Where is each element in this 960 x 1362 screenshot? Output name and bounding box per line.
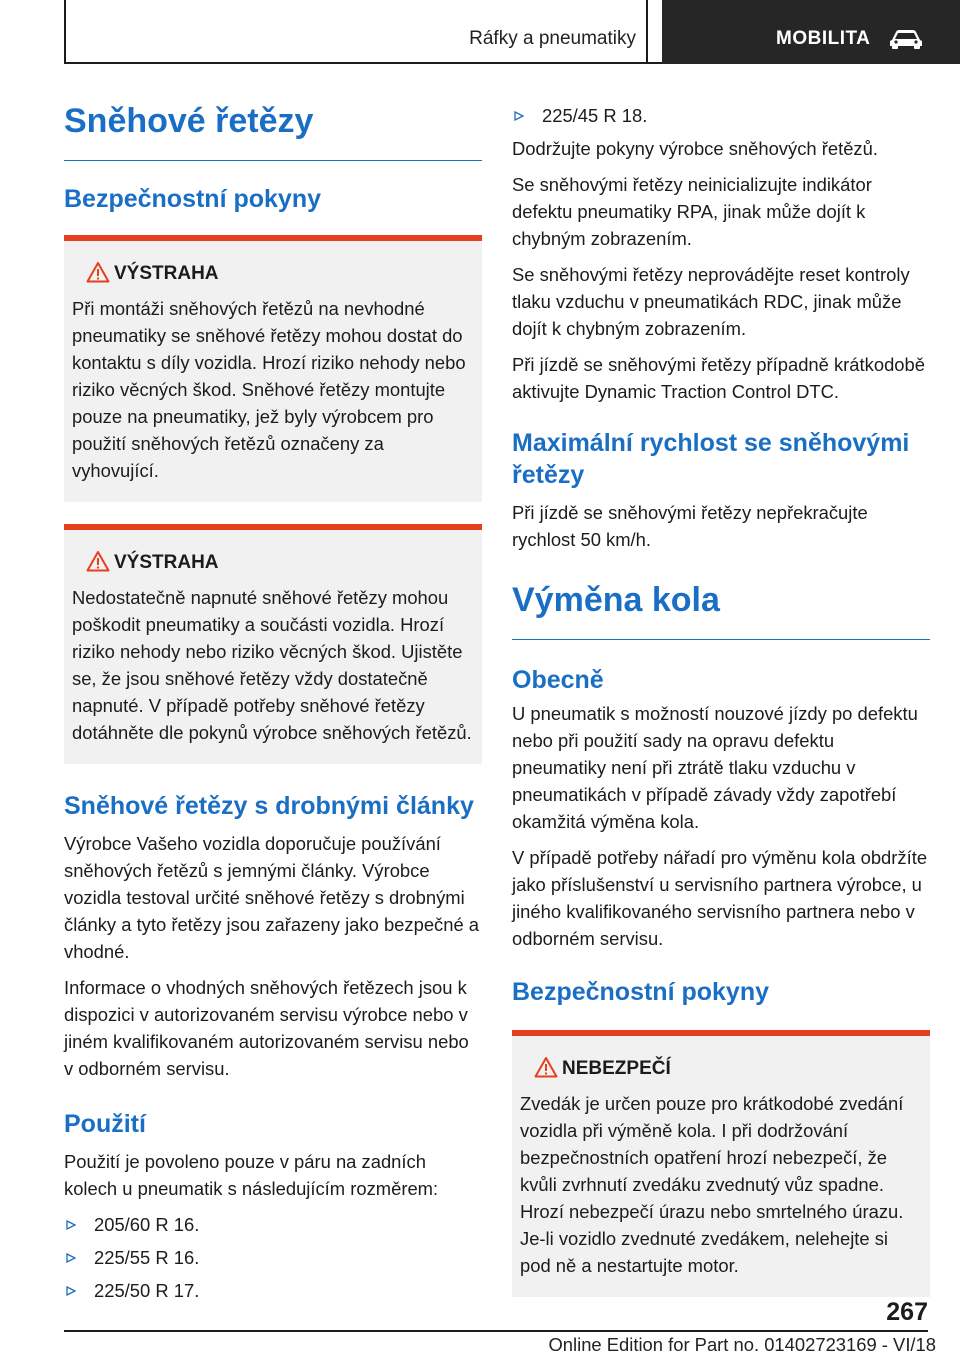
footer-rule xyxy=(64,1330,928,1332)
warning-triangle-icon xyxy=(534,1056,558,1078)
safety-notes-heading: Bezpečnostní pokyny xyxy=(64,185,321,213)
header-left-rule xyxy=(64,0,66,64)
header-section-title: Ráfky a pneumatiky xyxy=(469,28,636,49)
danger-box-jack xyxy=(512,1030,930,1297)
list-item xyxy=(64,1211,482,1238)
warning-title: VÝSTRAHA xyxy=(114,552,219,573)
max-speed-heading: Maximální rychlost se sněhovými řetězy xyxy=(512,429,910,489)
list-item xyxy=(512,102,930,129)
paragraph: Výrobce Vašeho vozidla doporučuje používání sněhových řetězů s jemnými články. Výrobce vozidla testoval určité sněhové řetězy s drobnými články a tyto řetězy jsou zařazeny jako bezpečné a vhodné. xyxy=(64,833,480,962)
warning-box-tension xyxy=(64,524,482,764)
warning-header xyxy=(72,261,474,289)
paragraph: Použití je povoleno pouze v páru na zadních kolech u pneumatik s následujícím rozměrem: xyxy=(64,1151,439,1199)
warning-triangle-icon xyxy=(86,261,110,283)
tire-size-list-continued xyxy=(512,102,930,129)
warning-triangle-icon xyxy=(86,550,110,572)
list-item-text: 225/45 R 18. xyxy=(542,105,648,126)
snow-chains-title: Sněhové řetězy xyxy=(64,100,482,161)
warning-text: Nedostatečně napnuté sněhové řetězy mohou poškodit pneumatiky a součásti vozidla. Hrozí riziko nehody nebo riziko věcných škod. Ujistěte se, že jsou sněhové řetězy vždy dostatečně napnuté. V případě potřeby sněhové řetězy dotáhněte dle pokynů výrobce sněhových řetězů. xyxy=(72,587,472,743)
warning-title: VÝSTRAHA xyxy=(114,263,219,284)
left-column xyxy=(64,100,482,1308)
header-divider xyxy=(646,0,648,64)
triangle-bullet-icon xyxy=(66,1220,76,1230)
paragraph: V případě potřeby nářadí pro výměnu kola obdržíte jako příslušenství u servisního partnera výrobce, u jiného kvalifikovaného servisního partnera nebo v odborném servisu. xyxy=(512,847,928,949)
car-icon xyxy=(888,26,924,50)
usage-heading: Použití xyxy=(64,1110,146,1138)
paragraph: Při jízdě se sněhovými řetězy případně krátkodobě aktivujte Dynamic Traction Control DTC. xyxy=(512,354,925,402)
paragraph: Se sněhovými řetězy neprovádějte reset kontroly tlaku vzduchu v pneumatikách RDC, jinak může dojít k chybným zobrazením. xyxy=(512,264,910,339)
footer-edition: Online Edition for Part no. 01402723169 - VI/18 xyxy=(548,1334,936,1355)
safety-notes-heading: Bezpečnostní pokyny xyxy=(512,978,769,1006)
list-item xyxy=(64,1277,482,1304)
general-heading: Obecně xyxy=(512,666,604,694)
paragraph: U pneumatik s možností nouzové jízdy po defektu nebo při použití sady na opravu defektu pneumatiky není při ztrátě tlaku vzduchu v pneumatikách v případě závady vždy zapotřebí okamžitá výměna kola. xyxy=(512,703,918,832)
triangle-bullet-icon xyxy=(66,1253,76,1263)
right-column xyxy=(512,102,930,1319)
fine-link-chains-heading: Sněhové řetězy s drobnými články xyxy=(64,792,474,820)
list-item-text: 205/60 R 16. xyxy=(94,1214,200,1235)
triangle-bullet-icon xyxy=(66,1286,76,1296)
wheel-change-title: Výměna kola xyxy=(512,579,930,640)
header-bottom-rule xyxy=(64,62,662,64)
warning-header xyxy=(72,550,474,578)
triangle-bullet-icon xyxy=(514,111,524,121)
list-item xyxy=(64,1244,482,1271)
paragraph: Při jízdě se sněhovými řetězy nepřekračujte rychlost 50 km/h. xyxy=(512,502,868,550)
paragraph: Dodržujte pokyny výrobce sněhových řetězů. xyxy=(512,138,878,159)
danger-title: NEBEZPEČÍ xyxy=(562,1058,671,1079)
page-number: 267 xyxy=(886,1298,928,1326)
danger-text: Zvedák je určen pouze pro krátkodobé zvedání vozidla při výměně kola. I při dodržování bezpečnostních opatření hrozí nebezpečí, že kvůli zvrhnutí zvedáku zvednutý vůz spadne. Hrozí nebezpečí úrazu nebo smrtelného úrazu. Je-li vozidlo zvednuté zvedákem, nelehejte si pod ně a nestartujte motor. xyxy=(520,1093,904,1276)
list-item-text: 225/55 R 16. xyxy=(94,1247,200,1268)
tire-size-list xyxy=(64,1211,482,1304)
list-item-text: 225/50 R 17. xyxy=(94,1280,200,1301)
danger-header xyxy=(520,1056,922,1084)
warning-box-fitting xyxy=(64,235,482,502)
header-chapter-label: MOBILITA xyxy=(776,28,871,49)
header-chapter-tab xyxy=(662,0,960,64)
paragraph: Se sněhovými řetězy neinicializujte indikátor defektu pneumatiky RPA, jinak může dojít k chybným zobrazením. xyxy=(512,174,872,249)
warning-text: Při montáži sněhových řetězů na nevhodné pneumatiky se sněhové řetězy mohou dostat do kontaktu s díly vozidla. Hrozí riziko nehody nebo riziko věcných škod. Sněhové řetězy montujte pouze na pneumatiky, jež byly výrobcem pro použití sněhových řetězů označeny za vyhovující. xyxy=(72,298,466,481)
paragraph: Informace o vhodných sněhových řetězech jsou k dispozici v autorizovaném servisu výrobce nebo v jiném kvalifikovaném autorizovaném servisu nebo v odborném servisu. xyxy=(64,977,469,1079)
